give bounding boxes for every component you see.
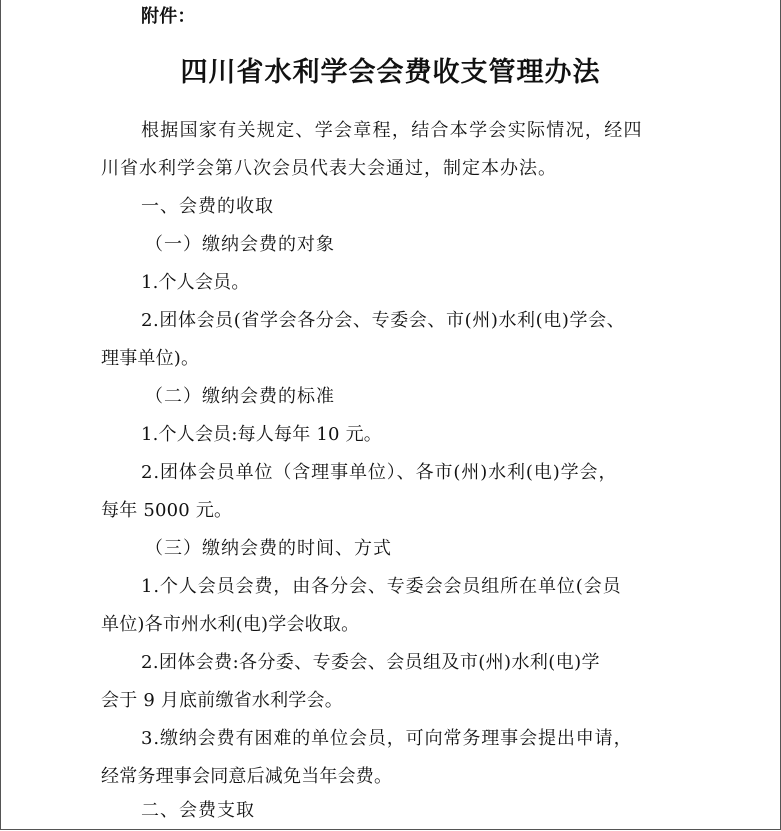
section-heading-1: 一、会费的收取 [141,196,274,217]
list-item: 3.缴纳会费有困难的单位会员，可向常务理事会提出申请， [141,728,633,749]
intro-paragraph-line: 川省水利学会第八次会员代表大会通过，制定本办法。 [101,158,557,179]
subsection-heading-2: （二）缴纳会费的标准 [145,386,335,407]
list-item: 2.团体会费:各分委、专委会、会员组及市(州)水利(电)学 [141,652,600,673]
list-item: 2.团体会员单位（含理事单位）、各市(州)水利(电)学会， [141,462,618,483]
subsection-heading-1: （一）缴纳会费的对象 [145,234,335,255]
list-item-continuation: 经常务理事会同意后减免当年会费。 [101,766,393,787]
list-item-continuation: 理事单位)。 [101,348,200,369]
list-item-continuation: 每年 5000 元。 [101,500,233,521]
document-title: 四川省水利学会会费收支管理办法 [180,57,601,88]
list-item: 2.团体会员(省学会各分会、专委会、市(州)水利(电)学会、 [141,310,626,331]
list-item-continuation: 会于 9 月底前缴省水利学会。 [101,690,343,711]
subsection-heading-3: （三）缴纳会费的时间、方式 [145,538,392,559]
list-item: 1.个人会员。 [141,272,250,293]
attachment-label: 附件： [141,6,196,27]
list-item: 1.个人会员:每人每年 10 元。 [141,424,382,445]
intro-paragraph-line: 根据国家有关规定、学会章程，结合本学会实际情况，经四 [141,120,643,141]
list-item-continuation: 单位)各市州水利(电)学会收取。 [101,614,360,635]
list-item: 1.个人会员会费，由各分会、专委会会员组所在单位(会员 [141,576,622,597]
section-heading-2: 二、会费支取 [141,800,255,821]
